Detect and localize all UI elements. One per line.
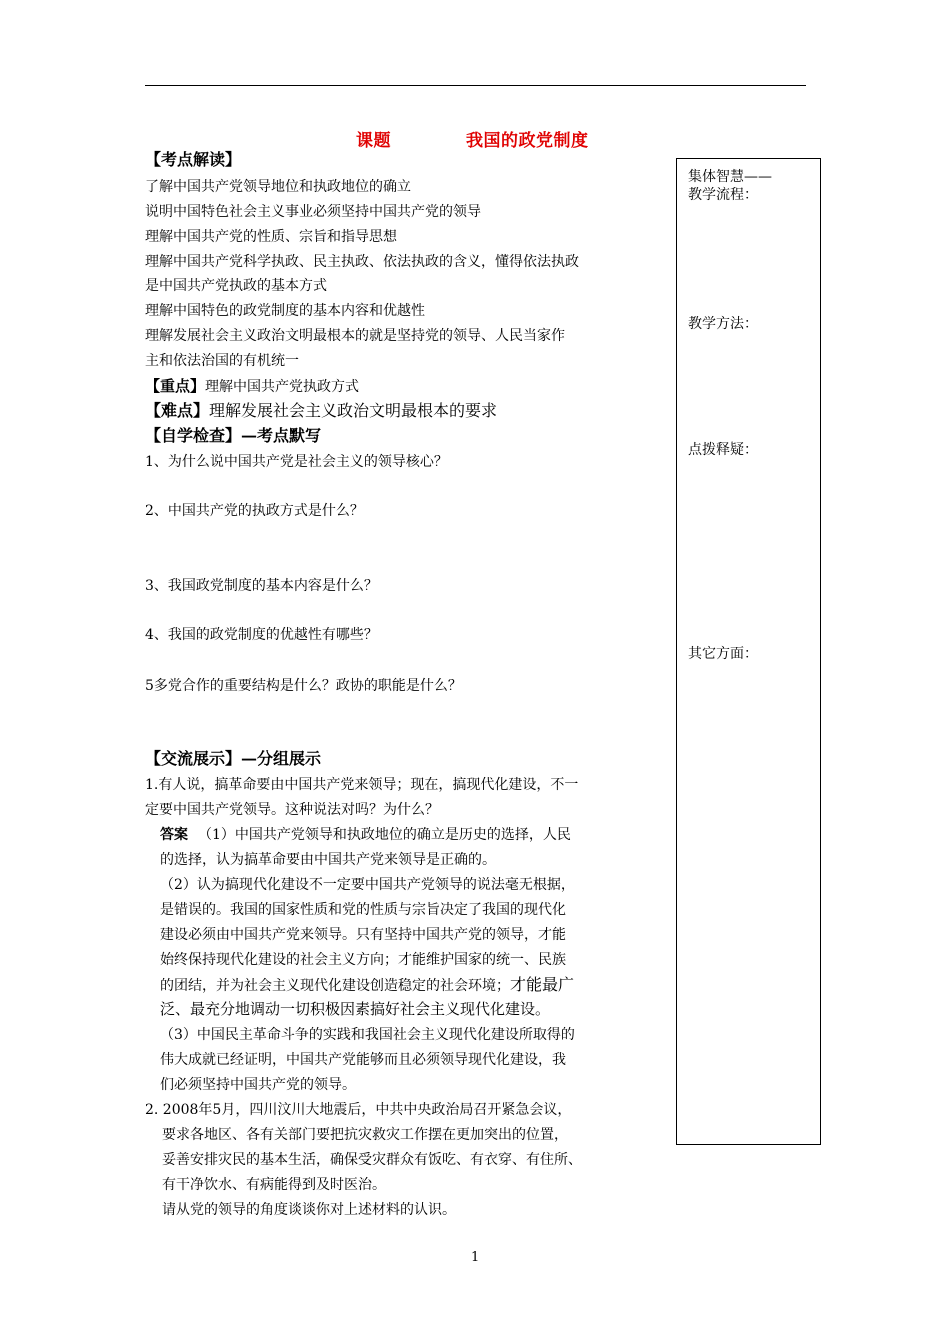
kaodian-line: 是中国共产党执政的基本方式 xyxy=(145,278,327,294)
sidebar-item-teaching-process: 教学流程： xyxy=(688,187,758,203)
kaodian-line: 理解中国特色的政党制度的基本内容和优越性 xyxy=(145,303,425,319)
kaodian-line: 理解中国共产党的性质、宗旨和指导思想 xyxy=(145,229,397,245)
nandian-text: 理解发展社会主义政治文明最根本的要求 xyxy=(209,401,498,420)
page-title: 我国的政党制度 xyxy=(466,131,589,151)
nandian xyxy=(145,402,497,420)
zhongdian-label: 【重点】 xyxy=(145,377,206,395)
sidebar-item-other: 其它方面： xyxy=(688,646,758,662)
zixue-question: 1、为什么说中国共产党是社会主义的领导核心？ xyxy=(145,454,448,470)
top-rule xyxy=(145,85,806,86)
kaodian-line: 说明中国特色社会主义事业必须坚持中国共产党的领导 xyxy=(145,204,481,220)
zixue-question: 2、中国共产党的执政方式是什么？ xyxy=(145,503,364,519)
answer-line: 始终保持现代化建设的社会主义方向；才能维护国家的统一、民族 xyxy=(160,952,566,968)
answer-line: 是错误的。我国的国家性质和党的性质与宗旨决定了我国的现代化 xyxy=(160,902,566,918)
answer-label: 答案 xyxy=(160,827,188,843)
zixue-heading: 【自学检查】—考点默写 xyxy=(145,426,322,445)
jiaoliu-q2-line: 请从党的领导的角度谈谈你对上述材料的认识。 xyxy=(162,1202,456,1218)
jiaoliu-q2-line: 2. 2008年5月，四川汶川大地震后，中共中央政治局召开紧急会议， xyxy=(145,1102,572,1118)
jiaoliu-q1-line: 1.有人说，搞革命要由中国共产党来领导；现在，搞现代化建设，不一 xyxy=(145,777,579,793)
answer-text: （1）中国共产党领导和执政地位的确立是历史的选择，人民 xyxy=(198,827,571,843)
jiaoliu-q2-line: 妥善安排灾民的基本生活，确保受灾群众有饭吃、有衣穿、有住所、 xyxy=(162,1152,582,1168)
page-number: 1 xyxy=(471,1250,480,1265)
answer-text-large: 才能最广 xyxy=(510,975,575,994)
kaodian-line: 了解中国共产党领导地位和执政地位的确立 xyxy=(145,179,411,195)
answer-line: （3）中国民主革命斗争的实践和我国社会主义现代化建设所取得的 xyxy=(160,1027,575,1043)
sidebar-item-guidance: 点拨释疑： xyxy=(688,442,758,458)
answer-first-line xyxy=(160,826,571,844)
answer-line xyxy=(160,976,574,995)
kaodian-line: 主和依法治国的有机统一 xyxy=(145,353,299,369)
kaodian-heading: 【考点解读】 xyxy=(145,150,242,169)
jiaoliu-q2-line: 有干净饮水、有病能得到及时医治。 xyxy=(162,1177,386,1193)
jiaoliu-heading: 【交流展示】—分组展示 xyxy=(145,749,322,768)
kaodian-line: 理解中国共产党科学执政、民主执政、依法执政的含义，懂得依法执政 xyxy=(145,254,579,270)
answer-line: 们必须坚持中国共产党的领导。 xyxy=(160,1077,356,1093)
answer-line: （2）认为搞现代化建设不一定要中国共产党领导的说法毫无根据， xyxy=(160,877,575,893)
answer-line: 的选择，认为搞革命要由中国共产党来领导是正确的。 xyxy=(160,852,496,868)
zixue-question: 5多党合作的重要结构是什么？政协的职能是什么？ xyxy=(145,678,462,694)
answer-line: 伟大成就已经证明，中国共产党能够而且必须领导现代化建设，我 xyxy=(160,1052,566,1068)
answer-line: 建设必须由中国共产党来领导。只有坚持中国共产党的领导，才能 xyxy=(160,927,566,943)
sidebar-item-collective: 集体智慧—— xyxy=(688,169,772,185)
zixue-question: 4、我国的政党制度的优越性有哪些？ xyxy=(145,627,378,643)
zhongdian xyxy=(145,377,359,396)
title-label: 课题 xyxy=(356,131,391,151)
jiaoliu-q2-line: 要求各地区、各有关部门要把抗灾救灾工作摆在更加突出的位置， xyxy=(162,1127,568,1143)
kaodian-line: 理解发展社会主义政治文明最根本的就是坚持党的领导、人民当家作 xyxy=(145,328,565,344)
answer-text: 的团结，并为社会主义现代化建设创造稳定的社会环境； xyxy=(160,978,510,994)
zhongdian-text: 理解中国共产党执政方式 xyxy=(205,379,360,395)
zixue-question: 3、我国政党制度的基本内容是什么？ xyxy=(145,578,378,594)
answer-line: 泛、最充分地调动一切积极因素搞好社会主义现代化建设。 xyxy=(160,1000,551,1018)
nandian-label: 【难点】 xyxy=(145,401,210,420)
sidebar-item-teaching-method: 教学方法： xyxy=(688,316,758,332)
jiaoliu-q1-line: 定要中国共产党领导。这种说法对吗？为什么？ xyxy=(145,802,439,818)
